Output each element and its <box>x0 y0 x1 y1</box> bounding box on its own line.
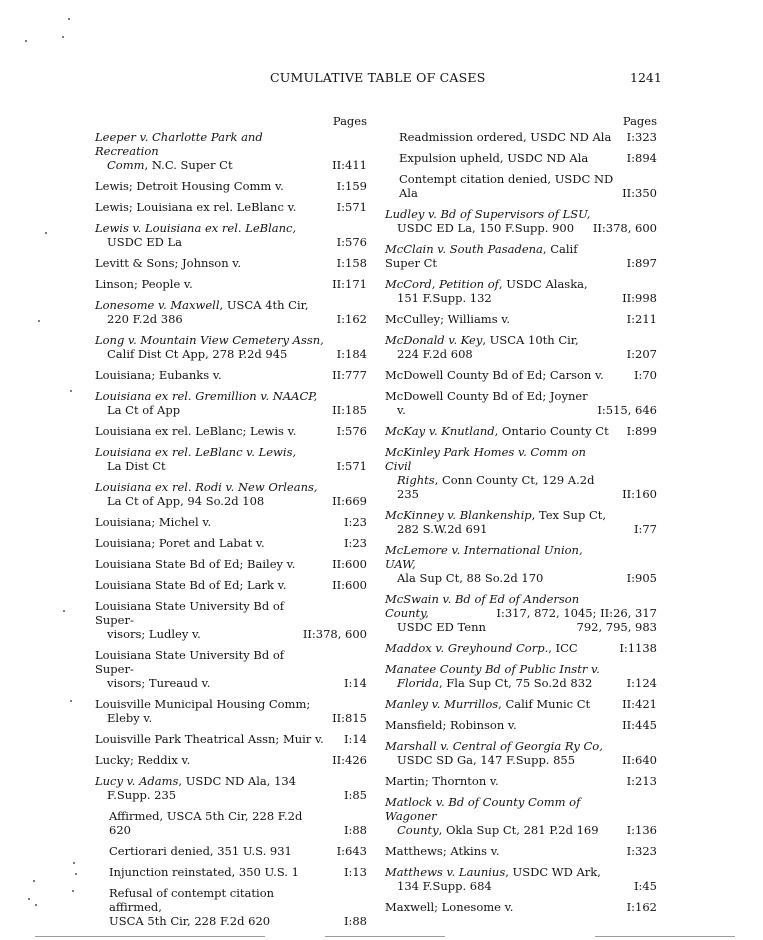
case-entry <box>95 732 367 746</box>
case-name: McKay v. Knutland, Ontario County Ct <box>385 424 609 438</box>
case-name: Maddox v. Greyhound Corp., ICC <box>385 641 578 655</box>
pages-column-label: Pages <box>332 114 367 128</box>
case-entry <box>95 515 367 529</box>
case-entry <box>385 543 657 585</box>
bottom-rule <box>595 936 735 937</box>
case-name: Louisiana State University Bd of Super- visors; Tureaud v. <box>95 648 285 690</box>
page-number: 1241 <box>630 70 662 85</box>
case-name: Lonesome v. Maxwell, USCA 4th Cir, 220 F.2d 386 <box>95 298 309 326</box>
case-entry <box>385 207 657 235</box>
case-name: Lucky; Reddix v. <box>95 753 191 767</box>
case-entry <box>385 389 657 417</box>
case-name: Louisiana ex rel. Gremillion v. NAACP, La Ct of App <box>95 389 318 417</box>
page-reference: I:14 <box>343 732 367 746</box>
case-name: Ludley v. Bd of Supervisors of LSU, USDC ED La, 150 F.Supp. 900 <box>385 207 591 235</box>
page-reference: I:14 <box>343 676 367 690</box>
page-reference: II:421 <box>622 697 657 711</box>
case-entry <box>95 753 367 767</box>
pages-column-label: Pages <box>622 114 657 128</box>
case-entry <box>95 480 367 508</box>
case-name: Refusal of contempt citation affirmed, USCA 5th Cir, 228 F.2d 620 <box>109 886 275 928</box>
case-entry <box>385 592 657 634</box>
case-name: McDowell County Bd of Ed; Joyner v. <box>385 389 588 417</box>
page-reference: II:669 <box>332 494 367 508</box>
case-entry <box>95 130 367 172</box>
case-entry <box>385 130 657 144</box>
case-name: McLemore v. International Union, UAW, Ala Sup Ct, 88 So.2d 170 <box>385 543 583 585</box>
case-entry <box>95 389 367 417</box>
page-reference: II:815 <box>332 711 367 725</box>
case-name: Affirmed, USCA 5th Cir, 228 F.2d 620 <box>109 809 303 837</box>
case-name: Louisiana; Michel v. <box>95 515 212 529</box>
page-reference: I:894 <box>626 151 657 165</box>
case-name: Louisiana ex rel. LeBlanc v. Lewis, La Dist Ct <box>95 445 297 473</box>
case-name: McDonald v. Key, USCA 10th Cir, 224 F.2d 608 <box>385 333 579 361</box>
page-reference: I:643 <box>336 844 367 858</box>
case-name: McKinley Park Homes v. Comm on Civil Rights, Conn County Ct, 129 A.2d 235 <box>385 445 595 501</box>
page-reference: I:158 <box>336 256 367 270</box>
page-reference: I:571 <box>336 200 367 214</box>
case-name: Expulsion upheld, USDC ND Ala <box>399 151 589 165</box>
page-reference: I:576 <box>336 235 367 249</box>
case-name: Louisiana; Poret and Labat v. <box>95 536 265 550</box>
case-entry <box>95 578 367 592</box>
case-name: Louisville Municipal Housing Comm; Eleby v. <box>95 697 311 725</box>
case-name: McSwain v. Bd of Ed of Anderson County, USDC ED Tenn <box>385 592 580 634</box>
case-name: Louisville Park Theatrical Assn; Muir v. <box>95 732 324 746</box>
right-column <box>385 114 657 921</box>
case-entry <box>385 333 657 361</box>
case-entry <box>95 368 367 382</box>
page-reference: I:1138 <box>619 641 657 655</box>
case-entry <box>95 557 367 571</box>
case-entry <box>385 844 657 858</box>
case-name: Levitt & Sons; Johnson v. <box>95 256 242 270</box>
page-reference: I:905 <box>626 571 657 585</box>
case-entry <box>385 697 657 711</box>
case-name: McCulley; Williams v. <box>385 312 511 326</box>
case-name: Martin; Thornton v. <box>385 774 499 788</box>
page-reference: I:77 <box>633 522 657 536</box>
page-reference: I:323 <box>626 130 657 144</box>
case-entry <box>95 809 367 837</box>
case-entry <box>385 151 657 165</box>
bottom-rule <box>35 936 265 937</box>
case-entry <box>385 424 657 438</box>
page-reference: II:640 <box>622 753 657 767</box>
case-name: Long v. Mountain View Cemetery Assn, Calif Dist Ct App, 278 P.2d 945 <box>95 333 324 361</box>
case-entry <box>95 221 367 249</box>
case-name: Maxwell; Lonesome v. <box>385 900 514 914</box>
page-reference: II:998 <box>622 291 657 305</box>
page-reference: I:162 <box>336 312 367 326</box>
left-column <box>95 114 367 935</box>
case-name: Matthews v. Launius, USDC WD Ark, 134 F.Supp. 684 <box>385 865 601 893</box>
page-reference: II:378, 600 <box>302 627 367 641</box>
bottom-rule <box>325 936 445 937</box>
case-name: Matthews; Atkins v. <box>385 844 500 858</box>
page-reference: I:899 <box>626 424 657 438</box>
page-reference: II:411 <box>332 158 367 172</box>
page-reference: I:45 <box>633 879 657 893</box>
page-reference: II:777 <box>332 368 367 382</box>
case-name: Contempt citation denied, USDC ND Ala <box>399 172 614 200</box>
page-reference: I:70 <box>633 368 657 382</box>
page-reference: I:897 <box>626 256 657 270</box>
page-reference: I:515, 646 <box>597 403 657 417</box>
case-entry <box>95 277 367 291</box>
page-reference: I:13 <box>343 865 367 879</box>
case-entry <box>385 662 657 690</box>
case-name: Lewis; Detroit Housing Comm v. <box>95 179 284 193</box>
case-name: McCord, Petition of, USDC Alaska, 151 F.Supp. 132 <box>385 277 588 305</box>
case-name: McClain v. South Pasadena, Calif Super Ct <box>385 242 578 270</box>
page-reference: I:213 <box>626 774 657 788</box>
page-reference: I:323 <box>626 844 657 858</box>
case-name: Manley v. Murrillos, Calif Munic Ct <box>385 697 591 711</box>
case-name: Louisiana ex rel. LeBlanc; Lewis v. <box>95 424 297 438</box>
case-entry <box>95 333 367 361</box>
case-entry <box>95 256 367 270</box>
case-name: Readmission ordered, USDC ND Ala <box>399 130 612 144</box>
case-name: Lewis v. Louisiana ex rel. LeBlanc, USDC ED La <box>95 221 297 249</box>
case-name: Mansfield; Robinson v. <box>385 718 517 732</box>
case-name: Certiorari denied, 351 U.S. 931 <box>109 844 292 858</box>
page-reference: I:136 <box>626 823 657 837</box>
case-entry <box>385 172 657 200</box>
page-reference: I:162 <box>626 900 657 914</box>
page-reference: I:85 <box>343 788 367 802</box>
page-reference: II:426 <box>332 753 367 767</box>
case-name: McKinney v. Blankenship, Tex Sup Ct, 282 S.W.2d 691 <box>385 508 607 536</box>
page-reference: I:576 <box>336 424 367 438</box>
case-name: Louisiana; Eubanks v. <box>95 368 222 382</box>
case-entry <box>95 200 367 214</box>
page-reference: I:124 <box>626 676 657 690</box>
case-name: Injunction reinstated, 350 U.S. 1 <box>109 865 299 879</box>
page-reference: II:185 <box>332 403 367 417</box>
case-entry <box>95 179 367 193</box>
case-entry <box>385 242 657 270</box>
page-reference: I:88 <box>343 823 367 837</box>
page-reference: II:445 <box>622 718 657 732</box>
running-title: CUMULATIVE TABLE OF CASES <box>270 70 486 85</box>
case-name: Linson; People v. <box>95 277 193 291</box>
page-reference-continued: 792, 795, 983 <box>576 620 657 634</box>
case-entry <box>385 508 657 536</box>
case-name: McDowell County Bd of Ed; Carson v. <box>385 368 604 382</box>
case-entry <box>95 865 367 879</box>
case-name: Louisiana State Bd of Ed; Bailey v. <box>95 557 296 571</box>
page-reference: II:171 <box>332 277 367 291</box>
page-reference: II:378, 600 <box>592 221 657 235</box>
case-entry <box>95 445 367 473</box>
case-entry <box>385 277 657 305</box>
case-entry <box>95 599 367 641</box>
case-name: Lewis; Louisiana ex rel. LeBlanc v. <box>95 200 297 214</box>
case-entry <box>95 844 367 858</box>
page-reference: I:207 <box>626 347 657 361</box>
page-header <box>0 70 763 88</box>
page-reference: I:159 <box>336 179 367 193</box>
case-entry <box>95 536 367 550</box>
page-reference: I:23 <box>343 536 367 550</box>
case-name: Louisiana ex rel. Rodi v. New Orleans, La Ct of App, 94 So.2d 108 <box>95 480 318 508</box>
case-entry <box>95 697 367 725</box>
case-entry <box>95 648 367 690</box>
case-entry <box>385 774 657 788</box>
case-entry <box>95 424 367 438</box>
page-reference: II:160 <box>622 487 657 501</box>
case-entry <box>385 641 657 655</box>
case-entry <box>95 298 367 326</box>
case-entry <box>385 739 657 767</box>
case-name: Leeper v. Charlotte Park and Recreation Comm, N.C. Super Ct <box>95 130 263 172</box>
case-entry <box>385 718 657 732</box>
case-entry <box>95 886 367 928</box>
case-name: Manatee County Bd of Public Instr v. Florida, Fla Sup Ct, 75 So.2d 832 <box>385 662 600 690</box>
case-name: Lucy v. Adams, USDC ND Ala, 134 F.Supp. 235 <box>95 774 297 802</box>
case-entry <box>95 774 367 802</box>
case-name: Louisiana State University Bd of Super- visors; Ludley v. <box>95 599 285 641</box>
case-entry <box>385 445 657 501</box>
case-name: Louisiana State Bd of Ed; Lark v. <box>95 578 287 592</box>
case-entry <box>385 312 657 326</box>
page-reference: I:88 <box>343 914 367 928</box>
page-reference: II:600 <box>332 557 367 571</box>
page-reference: II:600 <box>332 578 367 592</box>
case-entry <box>385 368 657 382</box>
case-name: Marshall v. Central of Georgia Ry Co, USDC SD Ga, 147 F.Supp. 855 <box>385 739 603 767</box>
page-reference: I:211 <box>626 312 657 326</box>
page-reference: II:350 <box>622 186 657 200</box>
page-reference: I:23 <box>343 515 367 529</box>
case-entry <box>385 865 657 893</box>
case-name: Matlock v. Bd of County Comm of Wagoner County, Okla Sup Ct, 281 P.2d 169 <box>385 795 599 837</box>
page-reference: I:184 <box>336 347 367 361</box>
page-reference: I:317, 872, 1045; II:26, 317 792, 795, 983 <box>496 606 657 634</box>
case-entry <box>385 900 657 914</box>
page-reference: I:571 <box>336 459 367 473</box>
case-entry <box>385 795 657 837</box>
